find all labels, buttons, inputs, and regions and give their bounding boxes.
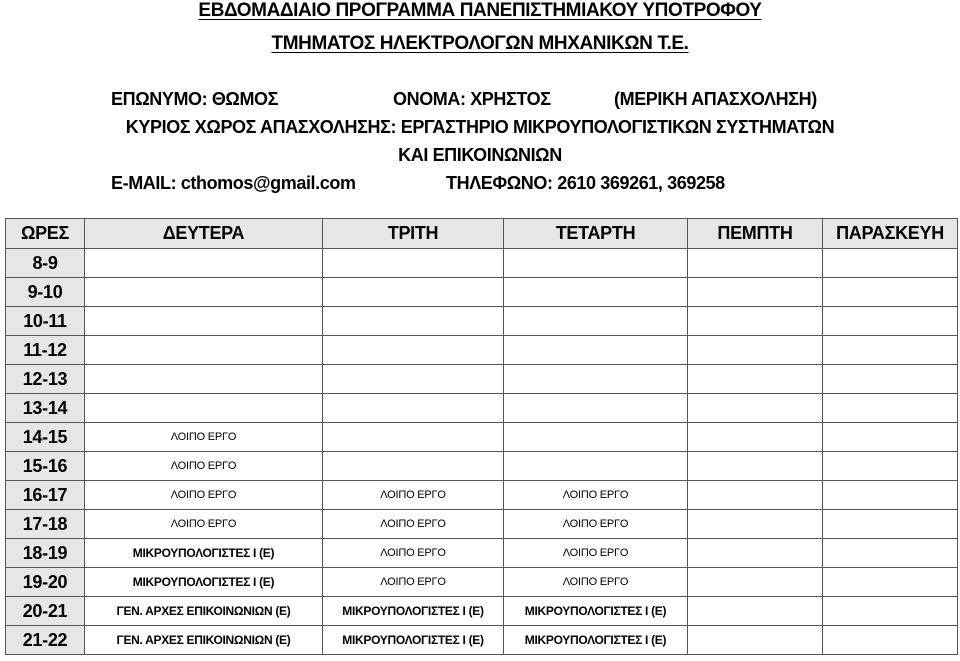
schedule-cell <box>688 278 823 307</box>
schedule-cell <box>688 539 823 568</box>
hour-cell: 12-13 <box>6 365 85 394</box>
hour-cell: 10-11 <box>6 307 85 336</box>
schedule-cell: ΓΕΝ. ΑΡΧΕΣ ΕΠΙΚΟΙΝΩΝΙΩΝ (Ε) <box>85 626 323 655</box>
hour-cell: 9-10 <box>6 278 85 307</box>
column-header: ΠΕΜΠΤΗ <box>688 219 823 249</box>
hour-cell: 19-20 <box>6 568 85 597</box>
workplace-line2: ΚΑΙ ΕΠΙΚΟΙΝΩΝΙΩΝ <box>398 145 562 165</box>
schedule-cell: ΜΙΚΡΟΥΠΟΛΟΓΙΣΤΕΣ Ι (Ε) <box>85 539 323 568</box>
schedule-cell: ΛΟΙΠΟ ΕΡΓΟ <box>504 568 688 597</box>
surname: ΕΠΩΝΥΜΟ: ΘΩΜΟΣ <box>111 89 279 109</box>
schedule-cell <box>323 249 504 278</box>
schedule-cell: ΓΕΝ. ΑΡΧΕΣ ΕΠΙΚΟΙΝΩΝΙΩΝ (Ε) <box>85 597 323 626</box>
schedule-cell: ΛΟΙΠΟ ΕΡΓΟ <box>504 539 688 568</box>
schedule-cell <box>504 423 688 452</box>
hour-cell: 16-17 <box>6 481 85 510</box>
schedule-cell <box>85 278 323 307</box>
hour-cell: 18-19 <box>6 539 85 568</box>
schedule-cell <box>688 365 823 394</box>
schedule-cell: ΜΙΚΡΟΥΠΟΛΟΓΙΣΤΕΣ Ι (Ε) <box>85 568 323 597</box>
workplace-line1: ΚΥΡΙΟΣ ΧΩΡΟΣ ΑΠΑΣΧΟΛΗΣΗΣ: ΕΡΓΑΣΤΗΡΙΟ ΜΙΚΡΟΥΠΟΛΟΓΙΣΤΙΚΩΝ ΣΥΣΤΗΜΑΤΩΝ <box>125 117 835 137</box>
table-row <box>6 307 958 336</box>
schedule-cell <box>823 394 958 423</box>
first-name: ΟΝΟΜΑ: ΧΡΗΣΤΟΣ <box>393 89 551 109</box>
schedule-cell <box>688 568 823 597</box>
phone: ΤΗΛΕΦΩΝΟ: 2610 369261, 369258 <box>446 173 725 193</box>
table-row <box>6 278 958 307</box>
header-row <box>6 219 958 249</box>
column-header: ΠΑΡΑΣΚΕΥΗ <box>823 219 958 249</box>
schedule-cell <box>323 336 504 365</box>
schedule-cell: ΜΙΚΡΟΥΠΟΛΟΓΙΣΤΕΣ Ι (Ε) <box>504 626 688 655</box>
weekly-schedule-table <box>5 218 958 655</box>
schedule-cell <box>504 452 688 481</box>
schedule-cell: ΛΟΙΠΟ ΕΡΓΟ <box>323 568 504 597</box>
schedule-cell <box>823 365 958 394</box>
table-row <box>6 568 958 597</box>
table-row <box>6 452 958 481</box>
hour-cell: 13-14 <box>6 394 85 423</box>
schedule-cell: ΜΙΚΡΟΥΠΟΛΟΓΙΣΤΕΣ Ι (Ε) <box>323 597 504 626</box>
schedule-cell: ΜΙΚΡΟΥΠΟΛΟΓΙΣΤΕΣ Ι (Ε) <box>323 626 504 655</box>
schedule-cell <box>504 307 688 336</box>
table-row <box>6 510 958 539</box>
hour-cell: 8-9 <box>6 249 85 278</box>
schedule-cell <box>688 481 823 510</box>
schedule-cell <box>823 278 958 307</box>
hour-cell: 20-21 <box>6 597 85 626</box>
table-row <box>6 394 958 423</box>
schedule-cell <box>823 423 958 452</box>
schedule-cell <box>688 249 823 278</box>
schedule-cell <box>688 336 823 365</box>
table-row <box>6 423 958 452</box>
department-title: ΤΜΗΜΑΤΟΣ ΗΛΕΚΤΡΟΛΟΓΩΝ ΜΗΧΑΝΙΚΩΝ Τ.Ε. <box>271 33 689 54</box>
schedule-cell <box>85 249 323 278</box>
email: E-MAIL: cthomos@gmail.com <box>111 173 356 193</box>
schedule-cell <box>823 452 958 481</box>
schedule-cell <box>823 336 958 365</box>
schedule-cell <box>85 336 323 365</box>
schedule-cell <box>823 539 958 568</box>
schedule-cell <box>688 394 823 423</box>
schedule-cell <box>823 510 958 539</box>
schedule-cell <box>85 365 323 394</box>
schedule-cell: ΛΟΙΠΟ ΕΡΓΟ <box>85 510 323 539</box>
schedule-cell <box>85 307 323 336</box>
schedule-cell <box>823 626 958 655</box>
schedule-cell <box>323 365 504 394</box>
column-header: ΤΡΙΤΗ <box>323 219 504 249</box>
schedule-cell: ΛΟΙΠΟ ΕΡΓΟ <box>504 510 688 539</box>
employment-type: (ΜΕΡΙΚΗ ΑΠΑΣΧΟΛΗΣΗ) <box>614 89 817 109</box>
document-title: ΕΒΔΟΜΑΔΙΑΙΟ ΠΡΟΓΡΑΜΜΑ ΠΑΝΕΠΙΣΤΗΜΙΑΚΟΥ ΥΠΟΤΡΟΦΟΥ <box>198 0 762 21</box>
schedule-cell <box>688 510 823 539</box>
schedule-cell <box>323 307 504 336</box>
schedule-cell <box>823 481 958 510</box>
column-header: ΩΡΕΣ <box>6 219 85 249</box>
table-row <box>6 481 958 510</box>
table-row <box>6 249 958 278</box>
schedule-cell <box>823 568 958 597</box>
schedule-cell: ΛΟΙΠΟ ΕΡΓΟ <box>323 539 504 568</box>
table-row <box>6 626 958 655</box>
schedule-cell <box>688 597 823 626</box>
hour-cell: 11-12 <box>6 336 85 365</box>
schedule-cell <box>688 626 823 655</box>
column-header: ΔΕΥΤΕΡΑ <box>85 219 323 249</box>
schedule-cell: ΛΟΙΠΟ ΕΡΓΟ <box>323 510 504 539</box>
schedule-cell <box>504 278 688 307</box>
schedule-cell <box>323 452 504 481</box>
hour-cell: 21-22 <box>6 626 85 655</box>
schedule-cell <box>688 423 823 452</box>
table-row <box>6 539 958 568</box>
schedule-cell <box>504 249 688 278</box>
schedule-cell <box>504 394 688 423</box>
schedule-cell <box>823 597 958 626</box>
schedule-cell <box>823 249 958 278</box>
schedule-cell <box>504 365 688 394</box>
schedule-cell <box>688 307 823 336</box>
schedule-cell: ΛΟΙΠΟ ΕΡΓΟ <box>323 481 504 510</box>
schedule-cell <box>323 394 504 423</box>
table-row <box>6 597 958 626</box>
hour-cell: 14-15 <box>6 423 85 452</box>
schedule-cell <box>85 394 323 423</box>
schedule-cell: ΜΙΚΡΟΥΠΟΛΟΓΙΣΤΕΣ Ι (Ε) <box>504 597 688 626</box>
schedule-cell <box>323 423 504 452</box>
hour-cell: 17-18 <box>6 510 85 539</box>
schedule-cell: ΛΟΙΠΟ ΕΡΓΟ <box>85 481 323 510</box>
schedule-cell <box>504 336 688 365</box>
schedule-cell: ΛΟΙΠΟ ΕΡΓΟ <box>85 423 323 452</box>
table-row <box>6 336 958 365</box>
table-row <box>6 365 958 394</box>
hour-cell: 15-16 <box>6 452 85 481</box>
schedule-cell: ΛΟΙΠΟ ΕΡΓΟ <box>504 481 688 510</box>
schedule-cell <box>823 307 958 336</box>
schedule-cell: ΛΟΙΠΟ ΕΡΓΟ <box>85 452 323 481</box>
schedule-cell <box>323 278 504 307</box>
column-header: ΤΕΤΑΡΤΗ <box>504 219 688 249</box>
schedule-cell <box>688 452 823 481</box>
